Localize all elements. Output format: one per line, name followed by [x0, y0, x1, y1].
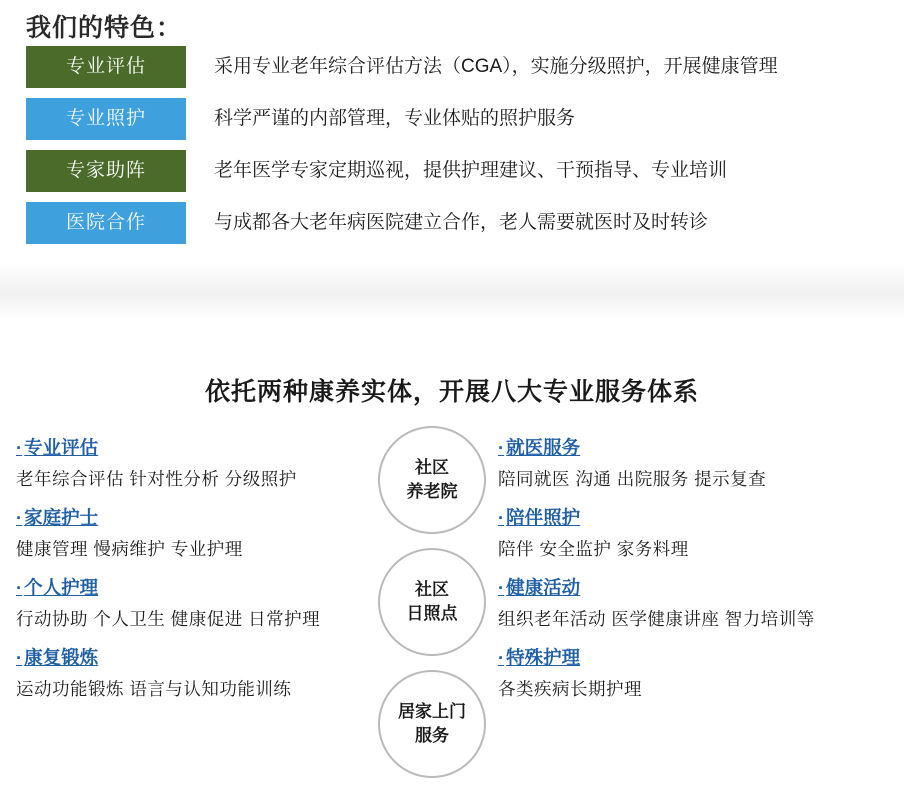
bullet-icon: ·: [498, 647, 505, 668]
service-item: [16, 574, 356, 631]
bullet-icon: ·: [498, 507, 505, 528]
service-heading-label: 家庭护士: [24, 507, 99, 528]
service-heading-label: 健康活动: [506, 577, 581, 598]
feature-description: 老年医学专家定期巡视，提供护理建议、干预指导、专业培训: [214, 160, 728, 181]
service-heading: [498, 504, 580, 530]
entity-circle-line1: 居家上门: [398, 702, 466, 721]
feature-row: [26, 46, 876, 88]
bullet-icon: ·: [16, 647, 23, 668]
entity-circle: [378, 548, 486, 656]
bullet-icon: ·: [16, 507, 23, 528]
service-item: [498, 434, 838, 491]
section-divider: [0, 262, 904, 320]
service-item: [498, 644, 838, 701]
entity-circle-line2: 养老院: [406, 482, 458, 501]
feature-row: [26, 202, 876, 244]
service-body: 行动协助 个人卫生 健康促进 日常护理: [16, 609, 321, 629]
service-body: 各类疾病长期护理: [498, 679, 642, 699]
service-heading: [498, 644, 580, 670]
features-title: 我们的特色：: [26, 14, 183, 42]
service-item: [16, 644, 356, 701]
bullet-icon: ·: [16, 577, 23, 598]
service-heading: [16, 504, 98, 530]
feature-tag: 专业评估: [26, 46, 186, 88]
service-body: 健康管理 慢病维护 专业护理: [16, 539, 243, 559]
feature-description: 科学严谨的内部管理，专业体贴的照护服务: [214, 108, 576, 129]
service-body: 组织老年活动 医学健康讲座 智力培训等: [498, 609, 815, 629]
service-heading-label: 个人护理: [24, 577, 99, 598]
feature-row: [26, 150, 876, 192]
feature-row: [26, 98, 876, 140]
services-section: [0, 350, 904, 782]
features-section: [0, 0, 904, 300]
services-columns: [0, 434, 904, 774]
services-left-column: [16, 434, 356, 714]
entity-circle-line2: 服务: [415, 726, 449, 745]
service-item: [16, 434, 356, 491]
entity-circle: [378, 426, 486, 534]
service-body: 陪同就医 沟通 出院服务 提示复查: [498, 469, 767, 489]
service-body: 运动功能锻炼 语言与认知功能训练: [16, 679, 292, 699]
entity-circle-line1: 社区: [415, 458, 449, 477]
service-heading-label: 专业评估: [24, 437, 99, 458]
feature-tag: 专业照护: [26, 98, 186, 140]
feature-tag: 专家助阵: [26, 150, 186, 192]
feature-description: 与成都各大老年病医院建立合作，老人需要就医时及时转诊: [214, 212, 709, 233]
service-heading: [16, 644, 98, 670]
service-item: [498, 504, 838, 561]
service-heading-label: 特殊护理: [506, 647, 581, 668]
feature-description: 采用专业老年综合评估方法（CGA），实施分级照护，开展健康管理: [214, 56, 778, 77]
feature-tag: 医院合作: [26, 202, 186, 244]
entity-circle-line1: 社区: [415, 580, 449, 599]
bullet-icon: ·: [498, 437, 505, 458]
entity-circle: [378, 670, 486, 778]
service-heading: [498, 574, 580, 600]
entity-circles: [378, 426, 488, 792]
service-body: 陪伴 安全监护 家务料理: [498, 539, 689, 559]
service-body: 老年综合评估 针对性分析 分级照护: [16, 469, 297, 489]
services-title: 依托两种康养实体，开展八大专业服务体系: [204, 378, 699, 406]
service-item: [498, 574, 838, 631]
service-heading-label: 陪伴照护: [506, 507, 581, 528]
entity-circle-line2: 日照点: [406, 604, 458, 623]
features-list: [26, 46, 876, 254]
services-right-column: [498, 434, 838, 714]
bullet-icon: ·: [16, 437, 23, 458]
service-heading: [16, 434, 98, 460]
service-item: [16, 504, 356, 561]
service-heading-label: 就医服务: [506, 437, 581, 458]
service-heading: [498, 434, 580, 460]
service-heading-label: 康复锻炼: [24, 647, 99, 668]
bullet-icon: ·: [498, 577, 505, 598]
service-heading: [16, 574, 98, 600]
